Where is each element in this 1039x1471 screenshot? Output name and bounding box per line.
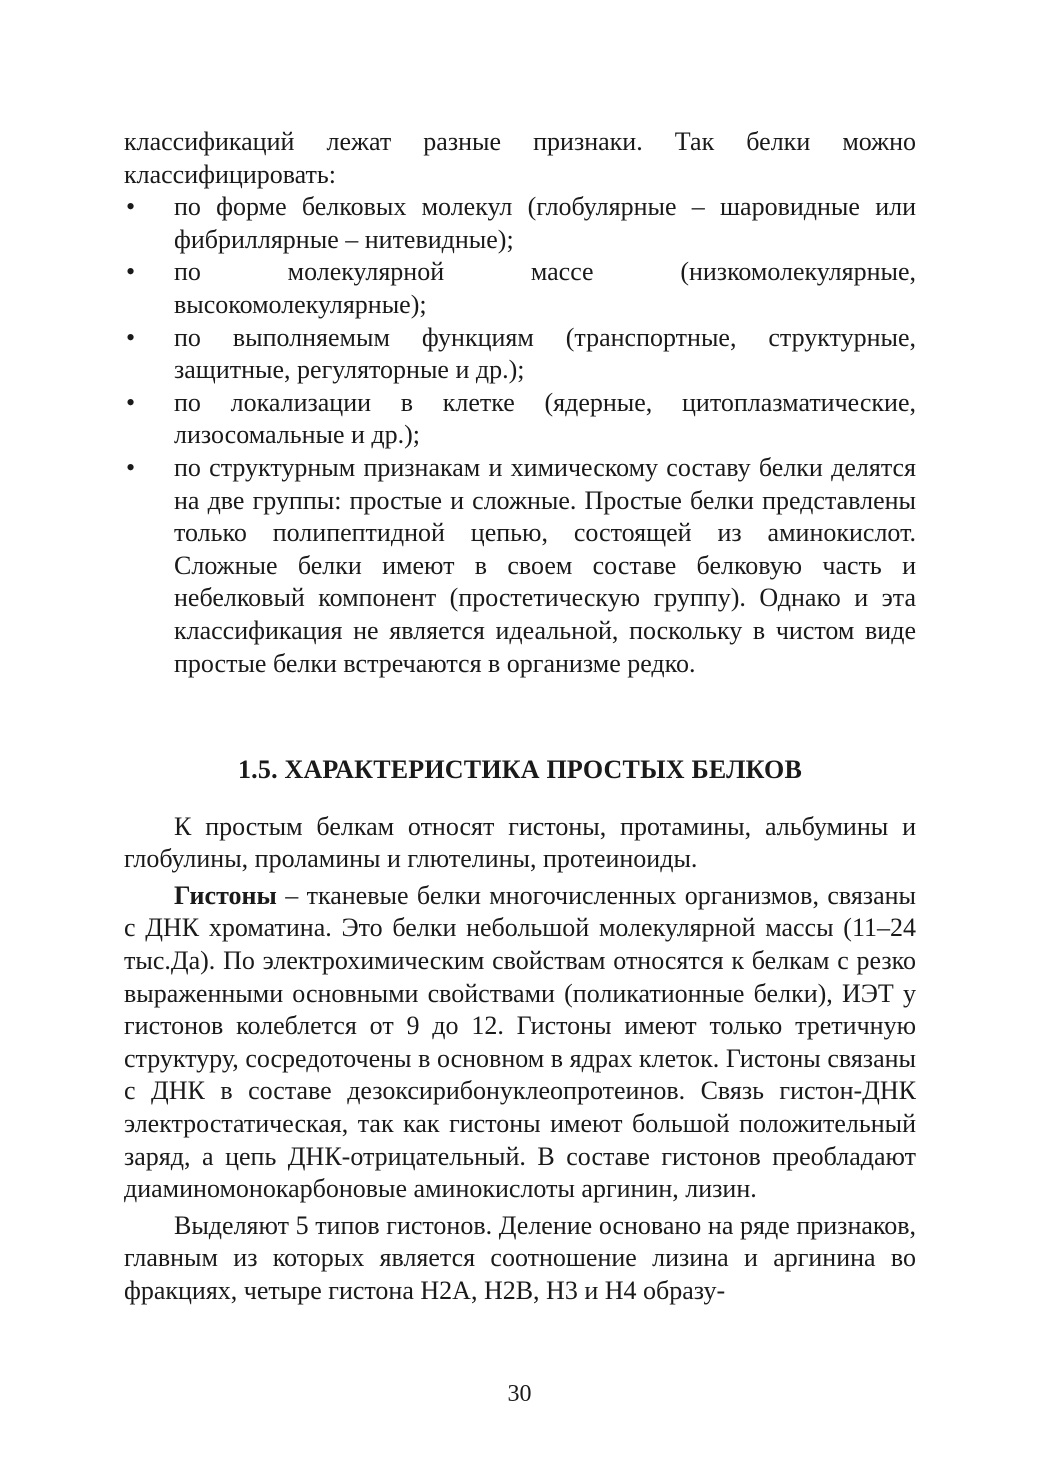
list-item: [124, 191, 916, 256]
list-item-text: по форме белковых молекул (глобулярные – шаровидные или фибриллярные – нитевидные);: [174, 192, 916, 254]
paragraph-histones: [124, 880, 916, 1206]
list-item-text: по локализации в клетке (ядерные, цитоплазматические, лизосомальные и др.);: [174, 387, 916, 450]
page-body: [124, 126, 916, 1308]
list-item-text: по структурным признакам и химическому составу белки делятся на две группы: простые и сложные. Простые белки представлены только полипептидной цепью, состоящей из аминокислот. Сложные белки имеют в своем составе белковую часть и небелковый компонент (простетическую группу). Однако и эта классификация не является идеальной, поскольку в чистом виде простые белки встречаются в организме редко.: [174, 452, 916, 678]
bullet-icon: •: [126, 387, 136, 417]
list-item: [124, 256, 916, 321]
list-item: [124, 452, 916, 680]
list-item: [124, 322, 916, 387]
list-item-text: по молекулярной массе (низкомолекулярные, высокомолекулярные);: [174, 257, 916, 319]
paragraph-simple-proteins: К простым белкам относят гистоны, протамины, альбумины и глобулины, проламины и глютелины, протеиноиды.: [124, 811, 916, 874]
term-histones: Гистоны: [174, 880, 277, 910]
bullet-icon: •: [126, 452, 136, 482]
bullet-icon: •: [126, 322, 136, 352]
page-number: 30: [507, 1381, 532, 1407]
bullet-icon: •: [126, 192, 136, 222]
list-item-text: по выполняемым функциям (транспортные, структурные, защитные, регуляторные и др.);: [174, 322, 916, 385]
list-item: [124, 387, 916, 452]
bullet-icon: •: [126, 257, 136, 287]
classification-list: [124, 191, 916, 680]
paragraph-histones-text: – тканевые белки многочисленных организмов, связаны с ДНК хроматина. Это белки небольшой молекулярной массы (11–24 тыс.Да). По электрохимическим свойствам относятся к белкам с резко выраженными основными свойствами (поликатионные белки), ИЭТ у гистонов колеблется от 9 до 12. Гистоны имеют только третичную структуру, сосредоточены в основном в ядрах клеток. Гистоны связаны с ДНК в составе дезоксирибонуклеопротеинов. Связь гистон-ДНК электростатическая, так как гистоны имеют большой положительный заряд, а цепь ДНК-отрицательный. В составе гистонов преобладают диаминомонокарбоновые аминокислоты аргинин, лизин.: [124, 880, 916, 1204]
intro-paragraph: классификаций лежат разные признаки. Так белки можно классифицировать:: [124, 127, 916, 189]
paragraph-histone-types: Выделяют 5 типов гистонов. Деление основано на ряде признаков, главным из которых является соотношение лизина и аргинина во фракциях, четыре гистона H2A, H2B, H3 и H4 образу-: [124, 1210, 916, 1305]
section-heading: 1.5. ХАРАКТЕРИСТИКА ПРОСТЫХ БЕЛКОВ: [237, 755, 803, 785]
